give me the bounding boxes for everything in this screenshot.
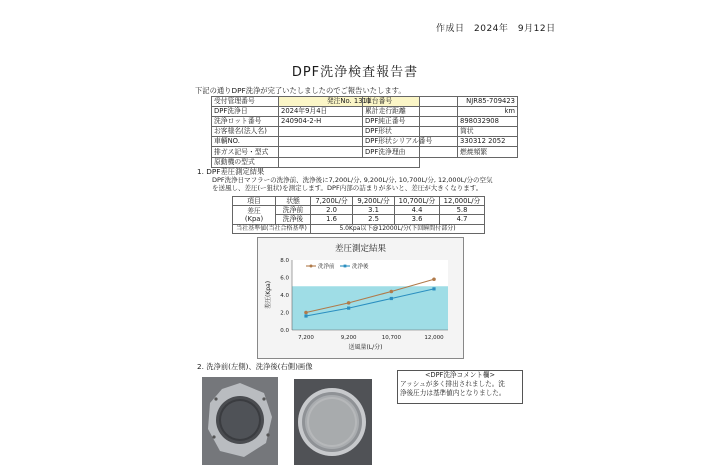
- chart-title: 差圧測定結果: [334, 244, 387, 254]
- after-value: 2.5: [353, 215, 395, 224]
- standard-label: 当社基準値(当社合格基準): [233, 224, 311, 233]
- info-value: km: [458, 107, 518, 117]
- page-title: DPF洗浄検査報告書: [291, 65, 419, 80]
- after-value: 1.6: [311, 215, 353, 224]
- info-label: DPF形状: [363, 127, 458, 137]
- data-point: [432, 277, 436, 281]
- after-cleaning-photo: [294, 379, 372, 465]
- comment-box: [397, 370, 523, 404]
- x-tick-label: 10,700: [381, 335, 401, 341]
- info-value: [279, 157, 420, 167]
- info-row: [363, 117, 518, 127]
- comment-line: 浄後圧力は基準値内となりました。: [400, 389, 506, 397]
- x-tick-label: 12,000: [424, 335, 444, 341]
- before-value: 4.4: [395, 206, 440, 215]
- info-label: 車台番号: [363, 97, 458, 107]
- threshold-band: [292, 286, 448, 330]
- pressure-table: [232, 196, 485, 234]
- section1-text-line1: DPF洗浄日マフラーの洗浄前、洗浄後に7,200L/分, 9,200L/分, 10,700L/分, 12,000L/分の空気: [212, 176, 493, 184]
- flow-header: 10,700L/分: [395, 197, 440, 206]
- flow-header: 9,200L/分: [353, 197, 395, 206]
- info-label: お客様名(法人名): [212, 127, 279, 137]
- info-label: 受付管理番号: [212, 97, 279, 107]
- pressure-row-label-line2: (Kpa): [244, 214, 264, 223]
- info-table-right: [362, 96, 518, 158]
- info-label: DPF純正番号: [363, 117, 458, 127]
- section1-heading: 1. DPF差圧測定結果: [197, 167, 265, 176]
- y-tick-label: 6.0: [280, 275, 289, 282]
- dpf-after-image: [294, 379, 372, 465]
- info-label: 排ガス記号・型式: [212, 147, 279, 157]
- x-tick-label: 7,200: [298, 335, 314, 341]
- flow-header: 7,200L/分: [311, 197, 353, 206]
- before-value: 5.8: [440, 206, 485, 215]
- dpf-before-image: [202, 377, 278, 465]
- info-label: 原動機の型式: [212, 157, 279, 167]
- info-label: 累計走行距離: [363, 107, 458, 117]
- info-value: NJR85-709423: [458, 97, 518, 107]
- info-label: 車輌NO.: [212, 137, 279, 147]
- comment-heading: <DPF洗浄コメント欄>: [424, 371, 496, 379]
- info-row: [363, 97, 518, 107]
- before-value: 2.0: [311, 206, 353, 215]
- data-point: [347, 307, 350, 310]
- intro-text: 下記の通りDPF洗浄が完了いたしましたのでご報告いたします。: [195, 86, 406, 95]
- info-label: 洗浄ロット番号: [212, 117, 279, 127]
- legend-marker: [344, 265, 347, 268]
- section1-text-line2: を送風し、差圧(ー狙状)を測定します。DPF内部の詰まりが多いと、差圧が大きくなります。: [212, 184, 483, 192]
- info-label: DPF洗浄理由: [363, 147, 458, 157]
- data-point: [432, 287, 435, 290]
- section2-heading: 2. 洗浄前(左側)、洗浄後(右側)画像: [197, 362, 313, 371]
- data-point: [390, 290, 394, 294]
- after-label: 洗浄後: [276, 215, 311, 224]
- after-value: 4.7: [440, 215, 485, 224]
- standard-row: [233, 224, 485, 233]
- before-row: [233, 206, 485, 215]
- info-value: 燃焼頻繁: [458, 147, 518, 157]
- x-axis-label: 送風量(L/分): [348, 344, 383, 351]
- info-value: 330312 2052: [458, 137, 518, 147]
- comment-line: アッシュが多く排出されました。洗: [400, 380, 505, 388]
- pressure-row-label-line1: 差圧: [247, 206, 261, 215]
- col-state-header: 状態: [276, 197, 311, 206]
- info-row: [363, 137, 518, 147]
- x-tick-label: 9,200: [340, 335, 357, 341]
- y-tick-label: 0.0: [280, 328, 289, 334]
- y-axis-label: 差圧(Kpa): [265, 280, 272, 310]
- y-tick-label: 4.0: [280, 293, 289, 299]
- info-label: DPF洗浄日: [212, 107, 279, 117]
- pressure-chart: [257, 237, 464, 359]
- y-tick-label: 2.0: [280, 310, 289, 317]
- y-tick-label: 8.0: [280, 258, 289, 264]
- pressure-row-label: [233, 206, 276, 224]
- info-value: 898032908: [458, 117, 518, 127]
- info-value: 発注No. 1311: [279, 97, 420, 107]
- info-row: [363, 127, 518, 137]
- created-date: 作成日 2024年 9月12日: [436, 24, 556, 34]
- data-point: [347, 301, 351, 305]
- info-row: [212, 157, 420, 167]
- col-item-header: 項目: [233, 197, 276, 206]
- before-value: 3.1: [353, 206, 395, 215]
- info-row: [363, 147, 518, 157]
- after-value: 3.6: [395, 215, 440, 224]
- info-value: 240904-2-H: [279, 117, 420, 127]
- legend-label: 洗浄前: [318, 264, 335, 270]
- info-row: [363, 107, 518, 117]
- data-point: [304, 314, 307, 317]
- pressure-table-header: [233, 197, 485, 206]
- before-label: 洗浄前: [276, 206, 311, 215]
- info-label: DPF形状シリアル番号: [363, 137, 458, 147]
- legend-label: 洗浄後: [352, 264, 369, 270]
- info-value: 2024年9月4日: [279, 107, 420, 117]
- before-cleaning-photo: [202, 377, 278, 465]
- flow-header: 12,000L/分: [440, 197, 485, 206]
- pressure-chart-svg: [258, 238, 463, 358]
- legend-marker: [310, 265, 313, 268]
- info-value: 筒状: [458, 127, 518, 137]
- data-point: [390, 297, 393, 300]
- standard-value: 5.0Kpa以下@12000L/分(下回瞬間付部分): [311, 224, 485, 233]
- data-point: [304, 311, 308, 315]
